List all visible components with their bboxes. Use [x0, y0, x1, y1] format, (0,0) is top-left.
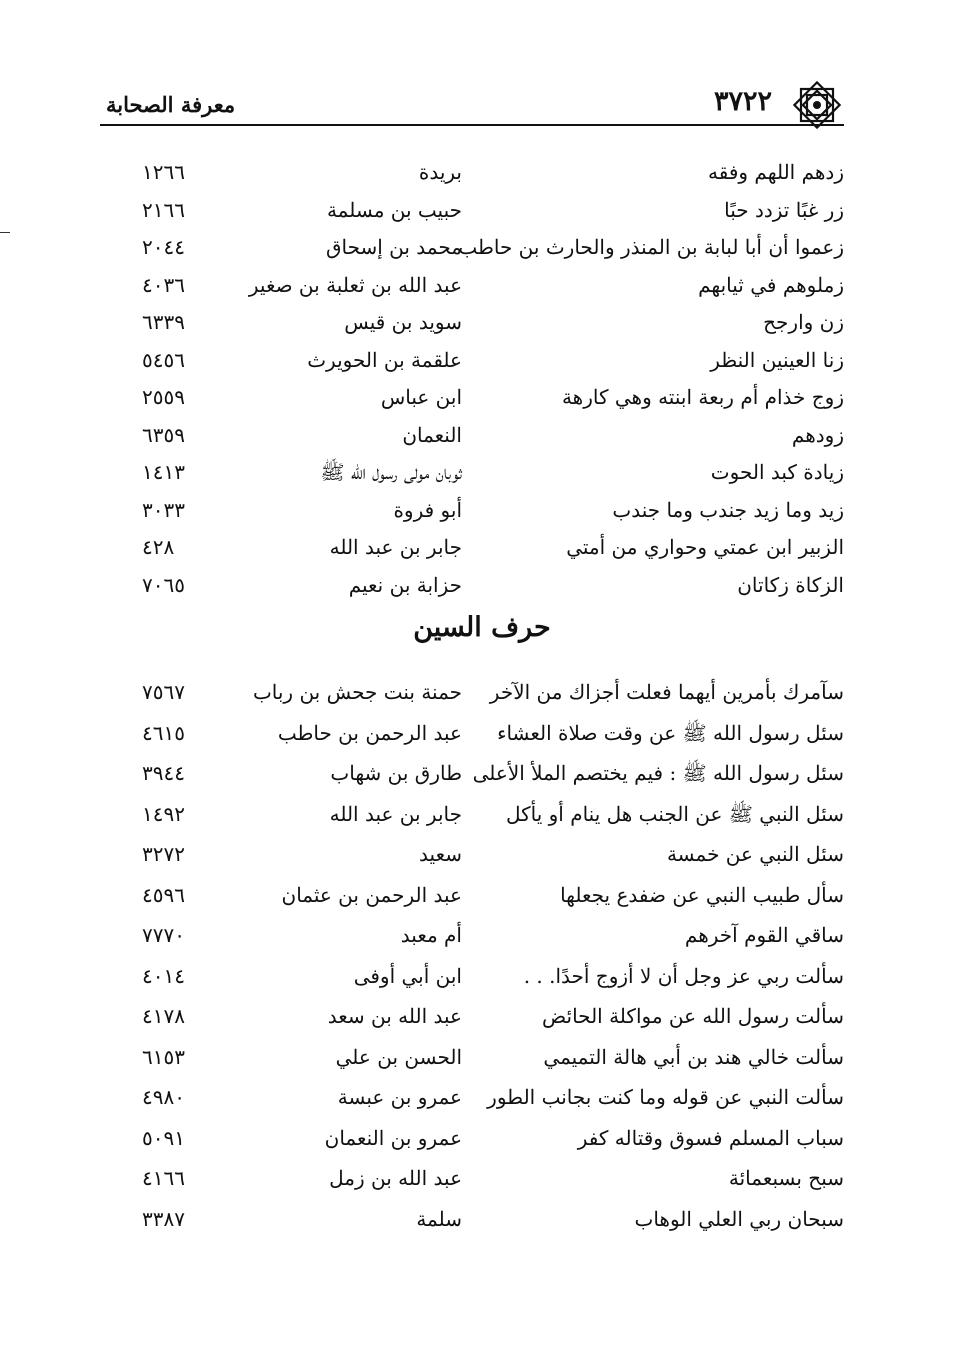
hadith-number: ٥٤٥٦	[142, 347, 185, 372]
narrator-name: طارق بن شهاب	[330, 761, 462, 785]
index-row	[100, 1203, 844, 1244]
narrator-name: عبد الرحمن بن حاطب	[277, 720, 462, 745]
narrator-name: محمد بن إسحاق	[325, 235, 462, 259]
hadith-number: ٥٠٩١	[142, 1125, 185, 1150]
hadith-number: ٧٧٧٠	[142, 923, 185, 947]
hadith-text: سباب المسلم فسوق وقتاله كفر	[577, 1125, 844, 1150]
hadith-number: ٤١٧٨	[142, 1004, 185, 1028]
hadith-text: سئل النبي عن خمسة	[666, 842, 844, 866]
index-row	[100, 1122, 844, 1163]
hadith-number: ١٢٦٦	[142, 160, 185, 184]
index-row	[100, 676, 844, 717]
hadith-text: ساقي القوم آخرهم	[684, 923, 844, 947]
narrator-name: الحسن بن علي	[335, 1044, 462, 1069]
hadith-number: ٣٠٣٣	[142, 497, 185, 522]
hadith-number: ٦٣٣٩	[142, 310, 185, 334]
index-row	[100, 494, 844, 532]
narrator-name: عبد الله بن ثعلبة بن صغير	[248, 272, 462, 297]
hadith-number: ٣٩٤٤	[142, 761, 185, 785]
hadith-number: ٢١٦٦	[142, 197, 185, 222]
hadith-number: ٧٥٦٧	[142, 680, 185, 704]
hadith-text: سآمرك بأمرين أيهما فعلت أجزاك من الآخر	[489, 680, 844, 704]
hadith-number: ٤٠٣٦	[142, 272, 185, 297]
hadith-text: زن وارجح	[763, 310, 844, 334]
index-row	[100, 1000, 844, 1041]
hadith-text: زر غبًا تزدد حبًا	[724, 197, 844, 222]
index-row	[100, 879, 844, 920]
narrator-name: سلمة	[416, 1206, 462, 1231]
narrator-name: عبد الرحمن بن عثمان	[281, 882, 462, 907]
hadith-text: سئل النبي ﷺ عن الجنب هل ينام أو يأكل	[505, 801, 844, 826]
narrator-name: ابن أبي أوفى	[353, 963, 462, 988]
page-number: ٣٧٢٢	[713, 86, 772, 117]
hadith-text: سبح بسبعمائة	[728, 1166, 844, 1190]
hadith-text: زملوهم في ثيابهم	[698, 272, 844, 297]
hadith-number: ٤٦١٥	[142, 720, 185, 745]
hadith-number: ٢٥٥٩	[142, 385, 185, 409]
index-row	[100, 757, 844, 798]
narrator-name: حزابة بن نعيم	[348, 572, 462, 597]
book-title: معرفة الصحابة	[106, 92, 236, 117]
hadith-number: ٢٠٤٤	[142, 235, 185, 259]
index-row	[100, 1041, 844, 1082]
hadith-text: سألت خالي هند بن أبي هالة التميمي	[543, 1044, 844, 1069]
narrator-name: أم معبد	[400, 923, 462, 947]
hadith-number: ٦٣٥٩	[142, 422, 185, 447]
hadith-text: سألت رسول الله عن مواكلة الحائض	[542, 1004, 844, 1028]
narrator-name: ابن عباس	[380, 385, 462, 409]
narrator-name: حمنة بنت جحش بن رباب	[252, 680, 462, 704]
index-row	[100, 717, 844, 758]
hadith-number: ١٤٩٢	[142, 801, 185, 826]
narrator-name: علقمة بن الحويرث	[307, 347, 462, 372]
index-section-sin	[100, 676, 844, 1243]
index-row	[100, 569, 844, 607]
index-row	[100, 194, 844, 232]
index-row	[100, 919, 844, 960]
hadith-number: ٤١٦٦	[142, 1166, 185, 1190]
hadith-number: ٣٢٧٢	[142, 842, 185, 866]
narrator-name: عمرو بن النعمان	[324, 1125, 462, 1150]
index-row	[100, 231, 844, 269]
margin-tick	[0, 232, 10, 233]
hadith-number: ٧٠٦٥	[142, 572, 185, 597]
hadith-number: ٤٩٨٠	[142, 1085, 185, 1109]
hadith-text: زودهم	[791, 422, 844, 447]
index-row	[100, 156, 844, 194]
narrator-name: أبو فروة	[393, 497, 462, 522]
narrator-name: عمرو بن عبسة	[337, 1085, 462, 1109]
narrator-name: جابر بن عبد الله	[329, 801, 462, 826]
hadith-text: زنا العينين النظر	[710, 347, 844, 372]
narrator-name: عبد الله بن زمل	[329, 1166, 462, 1190]
narrator-name: عبد الله بن سعد	[327, 1004, 462, 1028]
narrator-name: بريدة	[418, 160, 462, 184]
hadith-number: ٦١٥٣	[142, 1044, 185, 1069]
index-row	[100, 456, 844, 494]
narrator-name: حبيب بن مسلمة	[326, 197, 462, 222]
index-row	[100, 838, 844, 879]
hadith-number: ٤٢٨	[142, 535, 175, 559]
index-row	[100, 306, 844, 344]
index-row	[100, 344, 844, 382]
narrator-name: سعيد	[419, 842, 462, 866]
hadith-text: سبحان ربي العلي الوهاب	[634, 1206, 844, 1231]
index-row	[100, 1162, 844, 1203]
index-section-zay	[100, 156, 844, 606]
index-row	[100, 1081, 844, 1122]
octagram-ornament-icon	[790, 78, 844, 132]
index-row	[100, 960, 844, 1001]
hadith-text: زوج خذام أم ربعة ابنته وهي كارهة	[561, 385, 844, 409]
index-row	[100, 419, 844, 457]
hadith-text: سئل رسول الله ﷺ : فيم يختصم الملأ الأعلى	[472, 761, 844, 785]
index-row	[100, 381, 844, 419]
hadith-text: الزكاة زكاتان	[737, 572, 844, 597]
narrator-name: النعمان	[402, 422, 462, 447]
hadith-number: ٣٣٨٧	[142, 1206, 185, 1231]
hadith-number: ٤٠١٤	[142, 963, 185, 988]
hadith-text: زعموا أن أبا لبابة بن المنذر والحارث بن حاطب	[458, 235, 844, 259]
hadith-text: سألت ربي عز وجل أن لا أزوج أحدًا. . .	[523, 963, 844, 988]
index-row	[100, 798, 844, 839]
hadith-text: الزبير ابن عمتي وحواري من أمتي	[566, 535, 844, 559]
hadith-text: سألت النبي عن قوله وما كنت بجانب الطور	[487, 1085, 844, 1109]
narrator-name: سويد بن قيس	[344, 310, 462, 334]
page-header	[100, 78, 844, 126]
hadith-number: ١٤١٣	[142, 460, 185, 484]
hadith-text: سئل رسول الله ﷺ عن وقت صلاة العشاء	[497, 720, 844, 745]
hadith-number: ٤٥٩٦	[142, 882, 185, 907]
hadith-text: زيادة كبد الحوت	[710, 460, 844, 484]
narrator-name: ثوبان مولى رسول الله ﷺ	[320, 460, 462, 484]
hadith-text: زدهم اللهم وفقه	[708, 160, 844, 184]
index-row	[100, 269, 844, 307]
narrator-name: جابر بن عبد الله	[329, 535, 462, 559]
index-row	[100, 531, 844, 569]
section-heading: حرف السين	[413, 612, 551, 643]
hadith-text: زيد وما زيد جندب وما جندب	[612, 497, 844, 522]
hadith-text: سأل طبيب النبي عن ضفدع يجعلها	[560, 882, 844, 907]
